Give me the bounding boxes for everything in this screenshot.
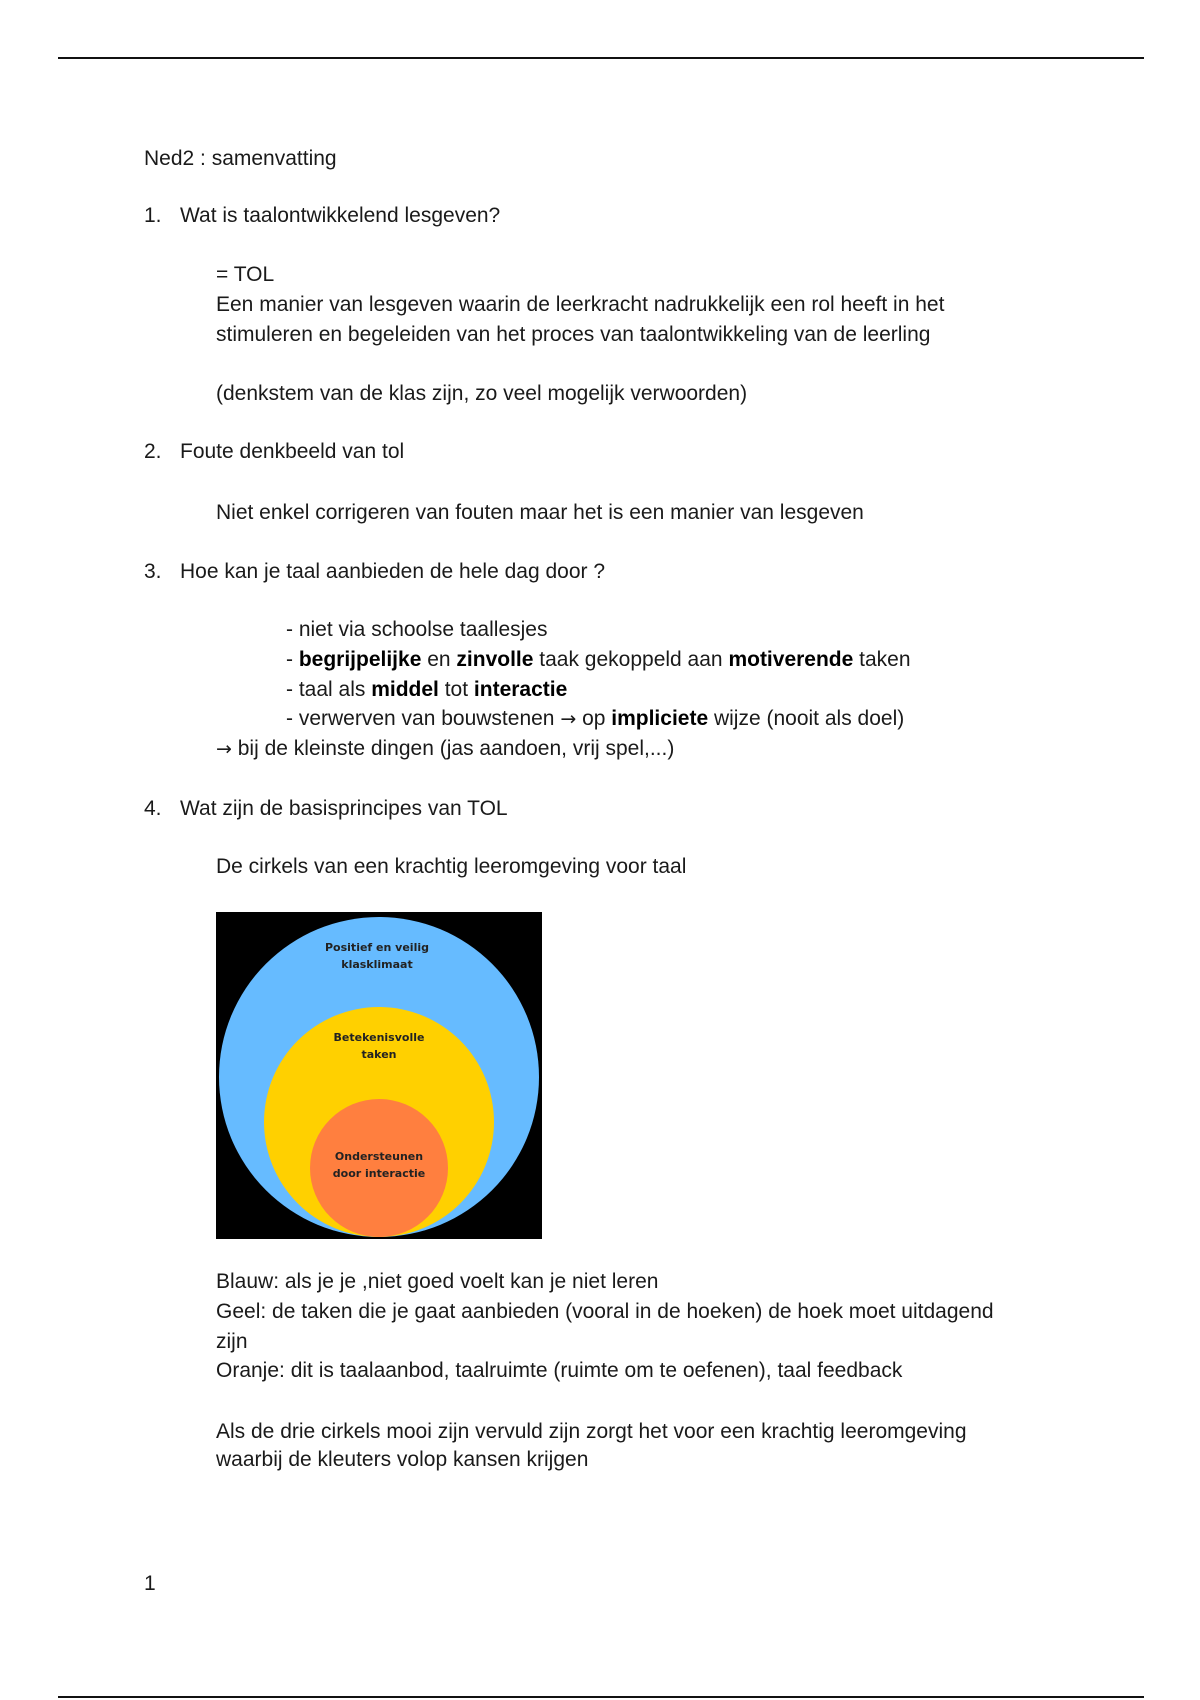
section-1-line-1: = TOL bbox=[216, 263, 275, 286]
section-3-conclusion: → bij de kleinste dingen (jas aandoen, vrij spel,...) bbox=[216, 737, 675, 760]
section-4-conclusion-1: Als de drie cirkels mooi zijn vervuld zijn zorgt het voor een krachtig leeromgeving bbox=[216, 1420, 967, 1443]
bottom-rule bbox=[58, 1696, 1144, 1698]
section-4-intro: De cirkels van een krachtig leeromgeving voor taal bbox=[216, 855, 687, 878]
document-title: Ned2 : samenvatting bbox=[144, 147, 337, 170]
section-2-number: 2. bbox=[144, 440, 162, 463]
section-4-line-orange: Oranje: dit is taalaanbod, taalruimte (ruimte om te oefenen), taal feedback bbox=[216, 1359, 903, 1382]
circles-diagram-svg bbox=[216, 912, 542, 1239]
section-2-question: Foute denkbeeld van tol bbox=[180, 440, 405, 463]
section-3-bullet-3: - taal als middel tot interactie bbox=[286, 678, 568, 701]
section-1-question: Wat is taalontwikkelend lesgeven? bbox=[180, 204, 501, 227]
section-1-line-3: stimuleren en begeleiden van het proces van taalontwikkeling van de leerling bbox=[216, 323, 931, 346]
outer-label-line-2: klasklimaat bbox=[341, 958, 413, 971]
page-number: 1 bbox=[144, 1572, 156, 1595]
inner-label-line-1: Ondersteunen bbox=[334, 1150, 424, 1163]
section-4-number: 4. bbox=[144, 797, 162, 820]
section-3-question: Hoe kan je taal aanbieden de hele dag door ? bbox=[180, 560, 606, 583]
middle-label-line-2: taken bbox=[361, 1048, 397, 1061]
section-1-line-2: Een manier van lesgeven waarin de leerkracht nadrukkelijk een rol heeft in het bbox=[216, 293, 945, 316]
inner-label-line-2: door interactie bbox=[332, 1167, 426, 1180]
section-1-line-4: (denkstem van de klas zijn, zo veel mogelijk verwoorden) bbox=[216, 382, 748, 405]
section-3-bullet-2: - begrijpelijke en zinvolle taak gekoppeld aan motiverende taken bbox=[286, 648, 911, 671]
section-3-bullet-4: - verwerven van bouwstenen → op impliciete wijze (nooit als doel) bbox=[286, 707, 905, 730]
right-arrow-icon: → bbox=[216, 738, 232, 760]
section-1-number: 1. bbox=[144, 204, 162, 227]
section-4-line-yellow-cont: zijn bbox=[216, 1330, 248, 1353]
section-2-line-1: Niet enkel corrigeren van fouten maar het is een manier van lesgeven bbox=[216, 501, 864, 524]
section-3-bullet-1: - niet via schoolse taallesjes bbox=[286, 618, 548, 641]
section-4-line-blue: Blauw: als je je ,niet goed voelt kan je niet leren bbox=[216, 1270, 659, 1293]
section-4-question: Wat zijn de basisprincipes van TOL bbox=[180, 797, 508, 820]
section-4-line-yellow: Geel: de taken die je gaat aanbieden (vooral in de hoeken) de hoek moet uitdagend bbox=[216, 1300, 994, 1323]
section-3-number: 3. bbox=[144, 560, 162, 583]
right-arrow-icon: → bbox=[560, 708, 577, 730]
middle-label-line-1: Betekenisvolle bbox=[333, 1031, 425, 1044]
circles-diagram bbox=[216, 912, 542, 1239]
section-4-conclusion-2: waarbij de kleuters volop kansen krijgen bbox=[216, 1448, 589, 1471]
outer-label-line-1: Positief en veilig bbox=[325, 941, 429, 954]
